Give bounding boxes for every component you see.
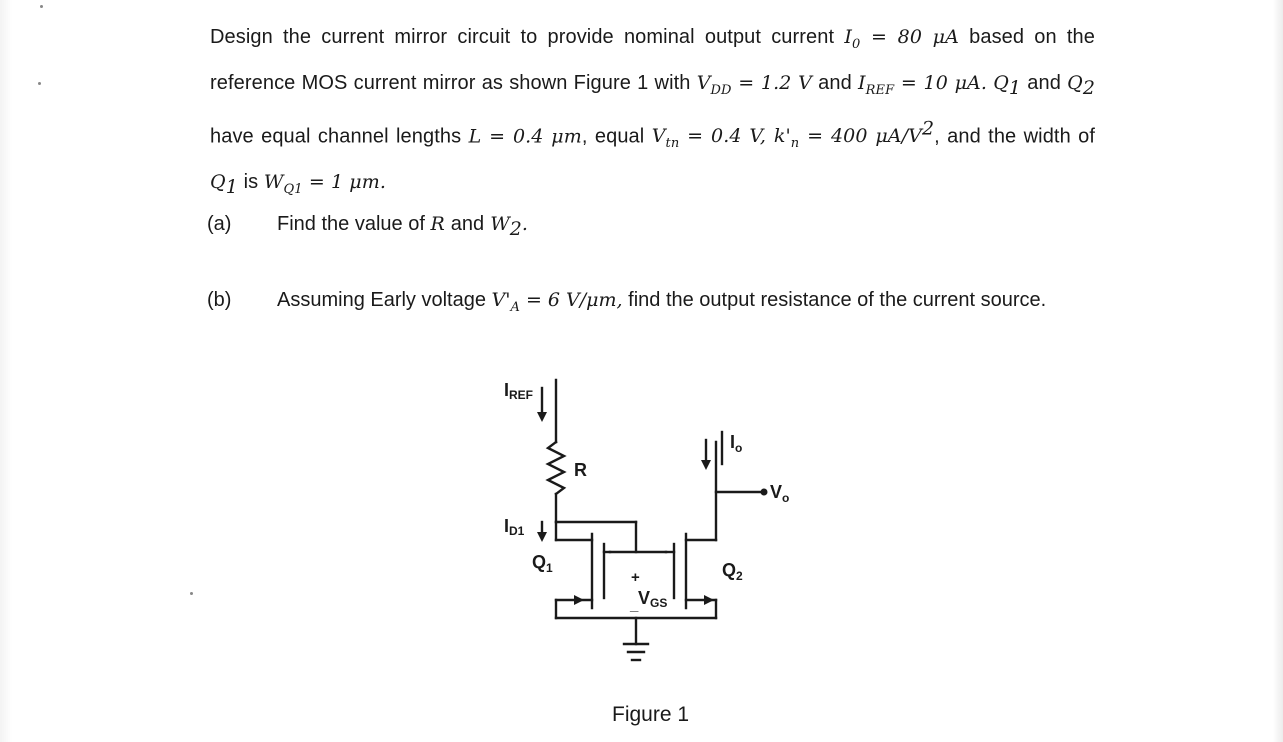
problem-line-4	[210, 163, 1095, 209]
q2-label: $Q_2$	[722, 560, 743, 583]
question-text-part: find the output resistance of the current source.	[628, 289, 1047, 311]
question-text	[277, 210, 528, 243]
vdd-expression: $V_{DD} = 1.2$ V	[696, 71, 812, 98]
wq1-expression: $W_{Q1} = 1$ μm.	[263, 170, 387, 197]
q1-source-arrow	[574, 595, 584, 605]
q1-label: $Q_1$	[532, 552, 553, 575]
iref-label: IREF	[504, 380, 534, 402]
iref-arrowhead	[537, 412, 547, 422]
vgs-label: VGS	[638, 588, 668, 610]
problem-text: have equal channel lengths	[210, 124, 462, 147]
problem-text: reference MOS current mirror as shown Figure 1 with	[210, 71, 691, 94]
question-a-math: R and $W_2$.	[430, 213, 528, 240]
problem-text: Design the current mirror circuit to provide nominal output current	[210, 26, 835, 48]
question-text-part: Find the value of	[277, 213, 425, 235]
scan-dot	[190, 592, 193, 595]
vo-terminal	[761, 489, 768, 496]
problem-statement	[210, 18, 1095, 209]
current-mirror-schematic	[480, 360, 800, 690]
iref-expression: $I_{REF} = 10$ μA.	[857, 71, 988, 98]
problem-text: and	[1027, 71, 1061, 94]
problem-text: is	[243, 170, 259, 193]
resistor-r	[548, 442, 564, 494]
vo-label: $V_o$	[770, 482, 790, 505]
problem-text: , and the width of	[934, 124, 1096, 147]
q2-source-arrow	[704, 595, 714, 605]
vtn-expression: $V_{tn} = 0.4$ V, $k'_n = 400$ $\mu A/V^2$	[651, 117, 935, 151]
q1-symbol: $Q_1$	[210, 170, 238, 198]
early-voltage-expression: $V'_A = 6$ V/μm,	[491, 289, 623, 315]
problem-line-1	[210, 18, 1095, 64]
question-label: (a)	[207, 213, 232, 235]
q1-symbol: $Q_1$	[993, 71, 1022, 99]
length-expression: L = 0.4 μm	[468, 124, 582, 147]
problem-line-2	[210, 64, 1095, 110]
id1-arrowhead	[537, 532, 547, 542]
vgs-plus: +	[631, 569, 640, 586]
problem-text: and	[818, 71, 852, 94]
scan-dot	[38, 82, 41, 85]
figure-caption: Figure 1	[612, 703, 690, 726]
problem-text: , equal	[581, 124, 645, 147]
question-text-part: Assuming Early voltage	[277, 289, 486, 311]
io-arrowhead	[701, 460, 711, 470]
question-text	[277, 286, 1046, 322]
q2-symbol: $Q_2$	[1067, 71, 1096, 99]
question-label: (b)	[207, 289, 232, 311]
page-edge-right	[1273, 0, 1283, 742]
id1-label: ID1	[504, 516, 525, 538]
io-label: $I_o$	[730, 432, 743, 455]
resistor-label: R	[574, 460, 587, 480]
vgs-minus: _	[630, 597, 639, 614]
problem-text: based on the	[969, 26, 1095, 48]
problem-line-3	[210, 110, 1095, 163]
page-edge-left	[0, 0, 12, 742]
scan-dot	[40, 5, 43, 8]
io-expression: $I_0 = 80$ μA	[844, 26, 959, 52]
